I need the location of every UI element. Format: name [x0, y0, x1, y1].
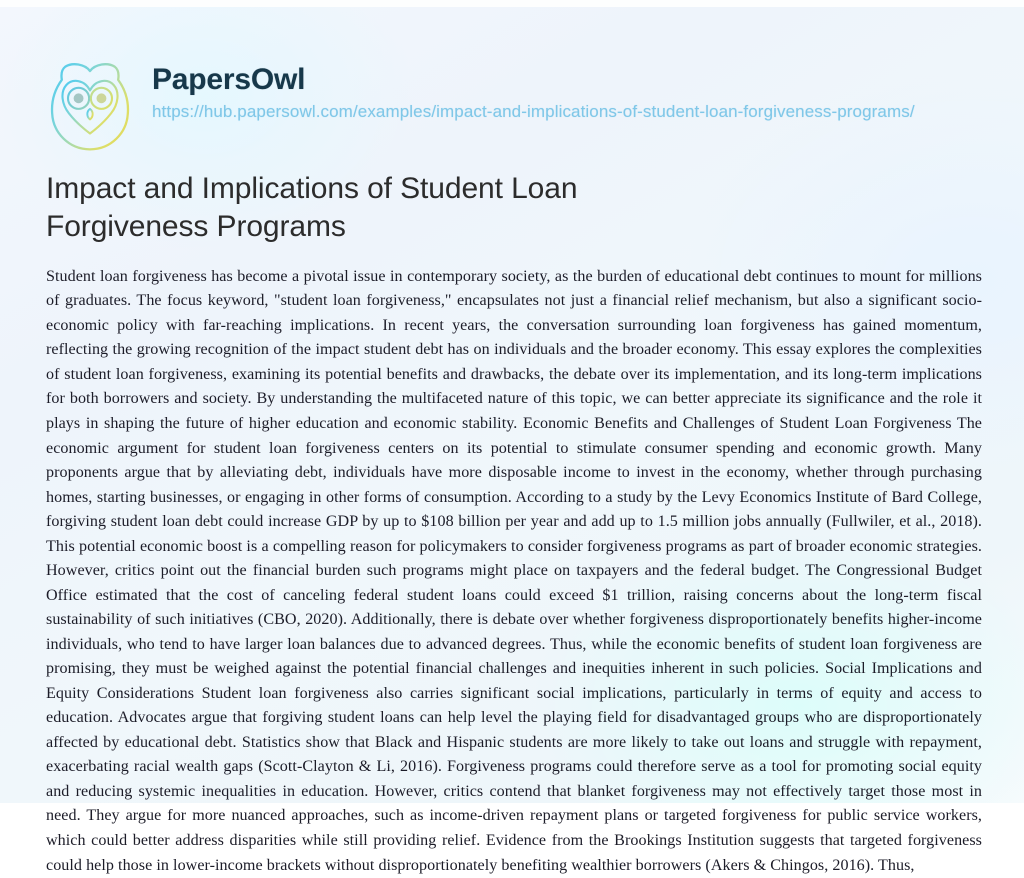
- brand-name: PapersOwl: [152, 63, 306, 96]
- article-body-text: Student loan forgiveness has become a pivotal issue in contemporary society, as the burden of educational debt continues to mount for millions of graduates. The focus keyword, "student loan forgiveness," encapsulates not just a financial relief mechanism, but also a significant socio-economic policy with far-reaching implications. In recent years, the conversation surrounding loan forgiveness has gained momentum, reflecting the growing recognition of the impact student debt has on individuals and the broader economy. This essay explores the complexities of student loan forgiveness, examining its potential benefits and drawbacks, the debate over its implementation, and its long-term implications for both borrowers and society. By understanding the multifaceted nature of this topic, we can better appreciate its significance and the role it plays in shaping the future of higher education and economic stability. Economic Benefits and Challenges of Student Loan Forgiveness The economic argument for student loan forgiveness centers on its potential to stimulate consumer spending and economic growth. Many proponents argue that by alleviating debt, individuals have more disposable income to invest in the economy, whether through purchasing homes, starting businesses, or engaging in other forms of consumption. According to a study by the Levy Economics Institute of Bard College, forgiving student loan debt could increase GDP by up to $108 billion per year and add up to 1.5 million jobs annually (Fullwiler, et al., 2018). This potential economic boost is a compelling reason for policymakers to consider forgiveness programs as part of broader economic strategies. However, critics point out the financial burden such programs might place on taxpayers and the federal budget. The Congressional Budget Office estimated that the cost of canceling federal student loans could exceed $1 trillion, raising concerns about the long-term fiscal sustainability of such initiatives (CBO, 2020). Additionally, there is debate over whether forgiveness disproportionately benefits higher-income individuals, who tend to have larger loan balances due to advanced degrees. Thus, while the economic benefits of student loan forgiveness are promising, they must be weighed against the potential financial challenges and inequities inherent in such policies. Social Implications and Equity Considerations Student loan forgiveness also carries significant social implications, particularly in terms of equity and access to education. Advocates argue that forgiving student loans can help level the playing field for disadvantaged groups who are disproportionately affected by educational debt. Statistics show that Black and Hispanic students are more likely to take out loans and struggle with repayment, exacerbating racial wealth gaps (Scott-Clayton & Li, 2016). Forgiveness programs could therefore serve as a tool for promoting social equity and reducing systemic inequalities in education. However, critics contend that blanket forgiveness may not effectively target those most in need. They argue for more nuanced approaches, such as income-driven repayment plans or targeted forgiveness for public service workers, which could better address disparities while still providing relief. Evidence from the Brookings Institution suggests that targeted forgiveness could help those in lower-income brackets without disproportionately benefiting wealthier borrowers (Akers & Chingos, 2016). Thus,: [46, 267, 982, 874]
- article-container: [46, 170, 982, 878]
- site-header: [46, 58, 966, 156]
- site-url-link[interactable]: https://hub.papersowl.com/examples/impact-and-implications-of-student-loan-forgiveness-programs/: [152, 101, 915, 121]
- page-title: Impact and Implications of Student Loan Forgiveness Programs: [46, 172, 578, 244]
- brand-block: [152, 58, 966, 123]
- owl-logo-icon: [46, 60, 134, 156]
